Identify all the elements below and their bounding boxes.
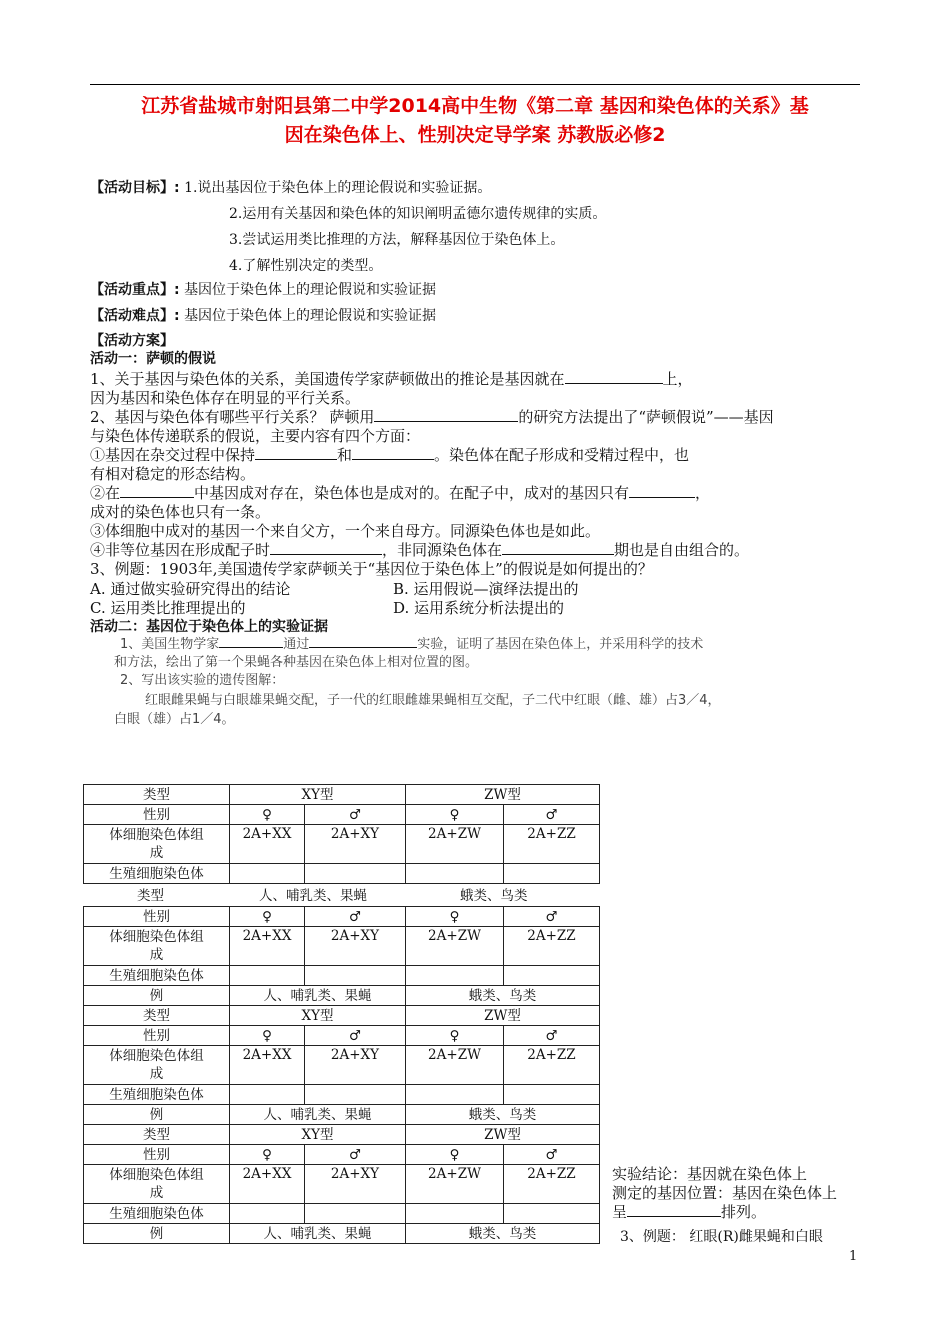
type-label: 类型 [84, 785, 230, 805]
cell-zw: 2A+ZW [406, 1046, 504, 1085]
doc-title-line1: 江苏省盐城市射阳县第二中学2014高中生物《第二章 基因和染色体的关系》基 [141, 95, 809, 117]
male-symbol: ♂ [305, 805, 406, 825]
somatic-label-1: 体细胞染色体组 [109, 1167, 204, 1183]
a1-p1-text-c: 。染色体在配子形成和受精过程中，也 [434, 446, 690, 464]
male-symbol: ♂ [305, 1026, 406, 1046]
sex-table-2 [83, 906, 600, 1244]
a1-q2-text: 2、基因与染色体有哪些平行关系？ 萨顿用 [90, 408, 375, 426]
sex-table-1 [83, 784, 600, 884]
male-symbol: ♂ [504, 805, 600, 825]
a1-q1-text-b: 上， [662, 370, 693, 388]
female-symbol: ♀ [406, 907, 504, 927]
a1-p2-line2: 成对的染色体也只有一条。 [90, 503, 271, 521]
a1-p1-line1 [90, 444, 689, 465]
zw-examples: 蛾类、鸟类 [406, 1224, 600, 1244]
xy-examples: 人、哺乳类、果蝇 [230, 1105, 406, 1125]
a1-q2-blank[interactable] [374, 407, 518, 422]
germ-cell[interactable] [230, 864, 305, 884]
female-symbol: ♀ [230, 1026, 305, 1046]
male-symbol: ♂ [305, 907, 406, 927]
a1-p2-blank1[interactable] [120, 483, 194, 498]
germ-cell[interactable] [305, 1204, 406, 1224]
a1-q2-line1 [90, 406, 774, 427]
cell-xx: 2A+XX [230, 1165, 305, 1204]
germ-label: 生殖细胞染色体 [84, 864, 230, 884]
germ-cell[interactable] [305, 966, 406, 986]
a2-q1-through: 通过 [283, 637, 310, 652]
a2-q2-desc2: 白眼（雄）占1／4。 [114, 712, 235, 727]
a1-q1-text: 1、关于基因与染色体的关系，美国遗传学家萨顿做出的推论是基因就在 [90, 370, 565, 388]
cell-zw: 2A+ZW [406, 825, 504, 864]
cell-zz: 2A+ZZ [504, 927, 600, 966]
side-arrangement [612, 1201, 766, 1222]
zw-header: ZW型 [406, 1006, 600, 1026]
sex-label: 性别 [84, 907, 230, 927]
somatic-label-2: 成 [149, 947, 164, 963]
xy-examples: 人、哺乳类、果蝇 [230, 986, 406, 1006]
germ-cell[interactable] [406, 1204, 504, 1224]
germ-cell[interactable] [504, 1204, 600, 1224]
zw-header: ZW型 [406, 785, 600, 805]
page-number: 1 [849, 1249, 858, 1264]
germ-cell[interactable] [504, 966, 600, 986]
header-rule [90, 84, 860, 85]
option-d[interactable]: D. 运用系统分析法提出的 [393, 599, 565, 617]
germ-cell[interactable] [305, 1085, 406, 1105]
a1-p2-line1 [90, 482, 710, 503]
female-symbol: ♀ [406, 805, 504, 825]
example-label: 例 [84, 986, 230, 1006]
focus-line [90, 279, 436, 299]
cell-zz: 2A+ZZ [504, 1046, 600, 1085]
goal-item-4: 4.了解性别决定的类型。 [229, 258, 383, 274]
germ-cell[interactable] [504, 1085, 600, 1105]
male-symbol: ♂ [504, 1026, 600, 1046]
a1-p4-text-b: ，非同源染色体在 [382, 541, 503, 559]
female-symbol: ♀ [230, 1145, 305, 1165]
a1-p4-text-c: 期也是自由组合的。 [614, 541, 750, 559]
example-label: 例 [84, 1105, 230, 1125]
germ-cell[interactable] [504, 864, 600, 884]
a1-p2-comma: ， [695, 484, 711, 502]
side-arrangement-b: 排列。 [721, 1203, 767, 1221]
germ-cell[interactable] [406, 966, 504, 986]
xy-header: XY型 [230, 785, 406, 805]
overlap-type-label: 类型 [137, 888, 164, 904]
xy-header: XY型 [230, 1006, 406, 1026]
a2-q1-text: 1、美国生物学家 [120, 637, 220, 652]
goal-item-1: 1.说出基因位于染色体上的理论假说和实验证据。 [184, 180, 492, 196]
difficulty-label: 【活动难点】: [90, 308, 180, 324]
side-arrangement-a: 呈 [612, 1203, 628, 1221]
a1-p4 [90, 539, 749, 560]
cell-zz: 2A+ZZ [504, 825, 600, 864]
a1-p2-text: ②在 [90, 484, 121, 502]
a2-q1-line2: 和方法，绘出了第一个果蝇各种基因在染色体上相对位置的图。 [114, 655, 479, 670]
cell-xy: 2A+XY [305, 825, 406, 864]
xy-header: XY型 [230, 1125, 406, 1145]
side-example: 3、例题： 红眼(R)雌果蝇和白眼 [620, 1229, 823, 1245]
option-c[interactable]: C. 运用类比推理提出的 [90, 599, 246, 617]
side-arrangement-blank[interactable] [627, 1202, 721, 1217]
male-symbol: ♂ [504, 1145, 600, 1165]
example-label: 例 [84, 1224, 230, 1244]
cell-xx: 2A+XX [230, 1046, 305, 1085]
somatic-label-1: 体细胞染色体组 [109, 1048, 204, 1064]
side-position: 测定的基因位置：基因在染色体上 [612, 1184, 838, 1202]
germ-label: 生殖细胞染色体 [84, 1085, 230, 1105]
a2-q1-blank1[interactable] [219, 633, 283, 648]
cell-zw: 2A+ZW [406, 927, 504, 966]
germ-cell[interactable] [305, 864, 406, 884]
cell-xx: 2A+XX [230, 825, 305, 864]
somatic-label [84, 825, 230, 864]
cell-xy: 2A+XY [305, 927, 406, 966]
a1-p2-text-b: 中基因成对存在，染色体也是成对的。在配子中，成对的基因只有 [194, 484, 630, 502]
sex-label: 性别 [84, 805, 230, 825]
male-symbol: ♂ [305, 1145, 406, 1165]
goals-block [90, 177, 491, 197]
cell-zz: 2A+ZZ [504, 1165, 600, 1204]
female-symbol: ♀ [406, 1026, 504, 1046]
focus-label: 【活动重点】: [90, 282, 180, 298]
type-label: 类型 [84, 1125, 230, 1145]
a2-q1-blank2[interactable] [309, 633, 417, 648]
sex-label: 性别 [84, 1145, 230, 1165]
cell-xy: 2A+XY [305, 1046, 406, 1085]
germ-label: 生殖细胞染色体 [84, 966, 230, 986]
a1-p2-blank2[interactable] [629, 483, 695, 498]
a1-p1-and: 和 [337, 446, 353, 464]
zw-header: ZW型 [406, 1125, 600, 1145]
xy-examples: 人、哺乳类、果蝇 [230, 1224, 406, 1244]
type-label: 类型 [84, 1006, 230, 1026]
germ-cell[interactable] [230, 1204, 305, 1224]
germ-cell[interactable] [230, 1085, 305, 1105]
overlap-zw-examples: 蛾类、鸟类 [460, 888, 528, 904]
somatic-label-1: 体细胞染色体组 [109, 827, 204, 843]
somatic-label-2: 成 [149, 845, 164, 861]
option-a[interactable]: A. 通过做实验研究得出的结论 [90, 580, 291, 598]
germ-cell[interactable] [406, 1085, 504, 1105]
difficulty-text: 基因位于染色体上的理论假说和实验证据 [184, 308, 437, 324]
somatic-label [84, 1046, 230, 1085]
somatic-label [84, 1165, 230, 1204]
sex-label: 性别 [84, 1026, 230, 1046]
a1-p4-blank2[interactable] [502, 540, 614, 555]
a1-p1-blank2[interactable] [352, 445, 434, 460]
goal-item-2: 2.运用有关基因和染色体的知识阐明孟德尔遗传规律的实质。 [229, 206, 607, 222]
germ-cell[interactable] [230, 966, 305, 986]
a1-p4-blank1[interactable] [270, 540, 382, 555]
somatic-label-1: 体细胞染色体组 [109, 929, 204, 945]
female-symbol: ♀ [230, 805, 305, 825]
a1-p1-blank1[interactable] [255, 445, 337, 460]
zw-examples: 蛾类、鸟类 [406, 986, 600, 1006]
a2-q2-desc1: 红眼雌果蝇与白眼雄果蝇交配，子一代的红眼雌雄果蝇相互交配，子二代中红眼（雌、雄）占3／4， [145, 693, 721, 708]
a1-p3: ③体细胞中成对的基因一个来自父方，一个来自母方。同源染色体也是如此。 [90, 522, 601, 540]
option-b[interactable]: B. 运用假说—演绎法提出的 [393, 580, 579, 598]
cell-zw: 2A+ZW [406, 1165, 504, 1204]
somatic-label-2: 成 [149, 1066, 164, 1082]
a1-q1-line2: 因为基因和染色体存在明显的平行关系。 [90, 389, 361, 407]
a2-q1-line1 [120, 633, 703, 652]
germ-label: 生殖细胞染色体 [84, 1204, 230, 1224]
difficulty-line [90, 305, 436, 325]
a1-p1-text: ①基因在杂交过程中保持 [90, 446, 256, 464]
cell-xx: 2A+XX [230, 927, 305, 966]
male-symbol: ♂ [504, 907, 600, 927]
a1-q2-line2: 与染色体传递联系的假说，主要内容有四个方面： [90, 427, 421, 445]
somatic-label [84, 927, 230, 966]
doc-title-line2: 因在染色体上、性别决定导学案 苏教版必修2 [284, 124, 666, 146]
a1-q1-blank[interactable] [565, 369, 663, 384]
female-symbol: ♀ [406, 1145, 504, 1165]
female-symbol: ♀ [230, 907, 305, 927]
a2-q2: 2、写出该实验的遗传图解： [120, 673, 285, 688]
activity2-heading: 活动二：基因位于染色体上的实验证据 [90, 619, 328, 635]
a1-q2-text-b: 的研究方法提出了“萨顿假说”——基因 [518, 408, 774, 426]
activity1-heading: 活动一：萨顿的假说 [90, 351, 216, 367]
a2-q1-text-c: 实验，证明了基因在染色体上，并采用科学的技术 [417, 637, 704, 652]
plan-label: 【活动方案】 [90, 333, 174, 349]
germ-cell[interactable] [406, 864, 504, 884]
a1-q1-line1 [90, 368, 693, 389]
a1-p4-text: ④非等位基因在形成配子时 [90, 541, 271, 559]
goal-item-3: 3.尝试运用类比推理的方法，解释基因位于染色体上。 [229, 232, 565, 248]
goals-label: 【活动目标】: [90, 180, 180, 196]
somatic-label-2: 成 [149, 1185, 164, 1201]
focus-text: 基因位于染色体上的理论假说和实验证据 [184, 282, 437, 298]
a1-p1-line2: 有相对稳定的形态结构。 [90, 465, 256, 483]
zw-examples: 蛾类、鸟类 [406, 1105, 600, 1125]
side-conclusion: 实验结论：基因就在染色体上 [612, 1165, 808, 1183]
cell-xy: 2A+XY [305, 1165, 406, 1204]
a1-q3: 3、例题：1903年,美国遗传学家萨顿关于“基因位于染色体上”的假说是如何提出的？ [90, 560, 653, 578]
overlap-xy-examples: 人、哺乳类、果蝇 [259, 888, 367, 904]
